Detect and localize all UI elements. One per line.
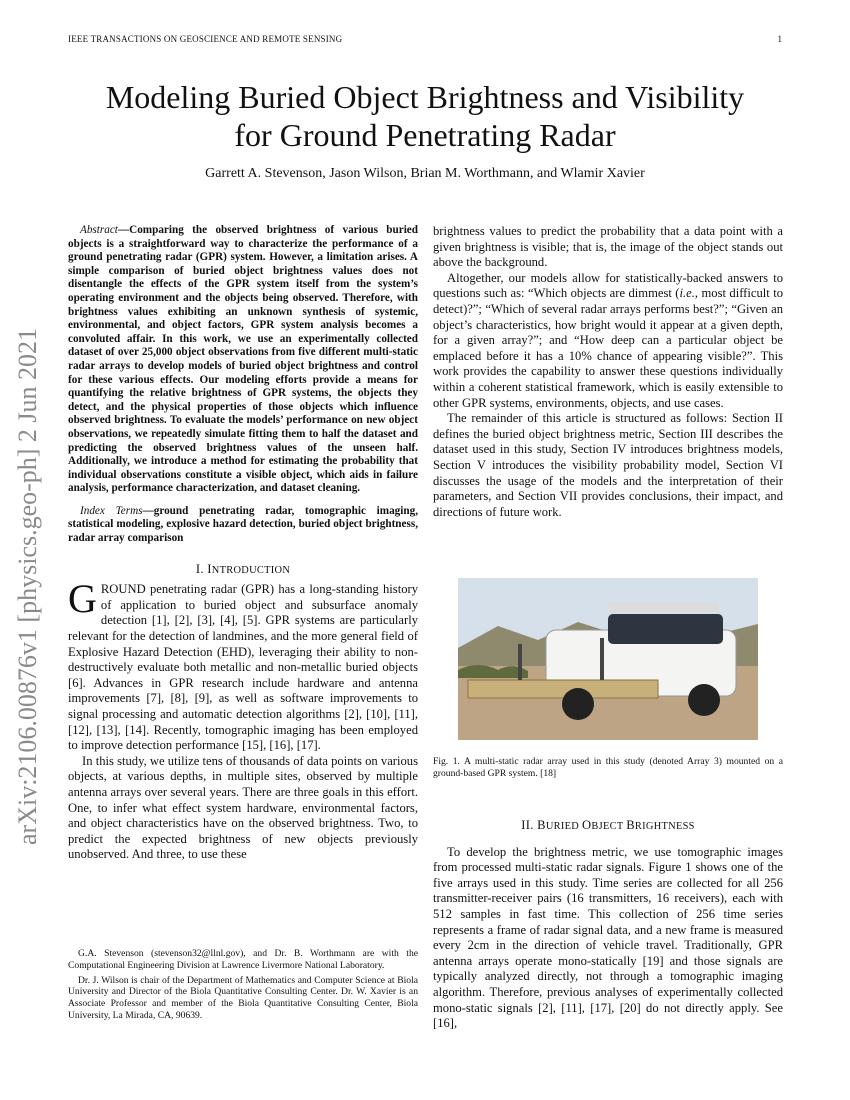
lead-word: ROUND (100, 582, 146, 597)
section-title-part: URIED (545, 821, 582, 832)
suv-window (608, 614, 723, 644)
roof-rack (608, 602, 718, 612)
intro-paragraph-1 (68, 576, 418, 754)
paragraph-text-before: Altogether, our models allow for statistically-backed answers to questions such as: “Which objects are dimmest ( (433, 270, 783, 301)
section-title-part: B (537, 818, 546, 832)
drop-cap: G (68, 576, 97, 622)
antenna-mast-1 (518, 644, 522, 680)
left-column (68, 224, 418, 863)
running-header: IEEE TRANSACTIONS ON GEOSCIENCE AND REMOTE SENSING (68, 34, 343, 44)
title-block (60, 78, 790, 182)
intro-paragraph-2: In this study, we utilize tens of thousands of data points on various objects, at various depths, in multiple sites, observed by multiple antenna arrays over several years. There are three goals in this effort. One, to infer what effect system hardware, environmental factors, and object characteristics have on the observed brightness. Two, to predict the expected brightness of new objects previously unobserved. And three, to use these (68, 753, 418, 862)
abstract-label: Abstract (80, 224, 118, 236)
section-title-part: BJECT (591, 821, 627, 832)
section-numeral: II. (521, 818, 538, 832)
abstract (68, 224, 418, 496)
radar-array-bar (468, 680, 658, 698)
section-2-paragraph-1: To develop the brightness metric, we use tomographic images from processed multi-static radar signals. Figure 1 shows one of the five arrays used in this study. Time series are collected for all 256 transmitter-receiver pairs (16 transmitters, 16 receivers), each with 512 samples in fast time. This collection of 256 time series represents a frame of radar signal data, and a new frame is measured every 2cm in the direction of vehicle travel. Traditionally, GPR antenna arrays operate mono-statically [19] and those signals are typically analyzed directly, not through a tomographic imaging algorithm. Therefore, previous analyses of experimentally collected mono-static signals [2], [11], [17], [20] do not directly apply. See [16], (433, 844, 783, 1031)
footnote-affiliation-1: G.A. Stevenson (stevenson32@llnl.gov), and Dr. B. Worthmann are with the Computational Engineering Division at Lawrence Livermore National Laboratory. (68, 948, 418, 971)
right-column (433, 224, 783, 520)
right-column-section-2 (433, 818, 783, 1032)
section-heading-introduction (68, 562, 418, 579)
paragraph-text: penetrating radar (GPR) has a long-standing history of application to buried object and subsurface anomaly detection [1], [2], [3], [4], [5]. GPR systems are particularly relevant for the detection of landmines, and the more general field of Explosive Hazard Detection (EHD), leveraging their ability to non-destructively evaluate both metallic and non-metallic buried objects [6]. Advances in GPR research include hardware and antenna improvements [7], [8], [9], as well as software improvements to signal processing and automatic detection algorithms [2], [10], [11], [12], [13], [14]. Recently, tomographic imaging has been employed to improve detection performance [15], [16], [17]. (68, 582, 418, 753)
right-paragraph-3: The remainder of this article is structured as follows: Section II defines the buried object brightness metric, Section III describes the dataset used in this study, Section IV introduces brightness models, Section V introduces the visibility probability model, Section VI discusses the usage of the models and the interpretation of their parameters, and Section VII provides conclusions, their impact, and directions of future work. (433, 411, 783, 519)
antenna-mast-2 (600, 638, 604, 680)
abstract-text: —Comparing the observed brightness of various buried objects is a straightforward way to characterize the performance of a ground penetrating radar (GPR) system. However, a limitation arises. A simple comparison of buried object brightness values does not disentangle the effects of the GPR system itself from the system’s operating environment and the objects being observed. Therefore, with brightness values exhibiting an unknown synthesis of systemic, environmental, and object factors, GPR system analysis becomes a convoluted affair. In this work, we use an experimentally collected dataset of over 25,000 object observations from five different multi-static radar arrays to develop models of buried object brightness and control for these various effects. Our modeling efforts provide a means for quantifying the relative brightness of GPR systems, the objects they detect, and the physical properties of those objects which influence observed brightness. To evaluate the models’ performance on new object observations, we repeatedly simulate fitting them to half the dataset and predicting the observed brightness values of the unseen half. Additionally, we introduce a method for estimating the probability that individual observations constitute a visible object, which aids in failure analysis, performance characterization, and dataset cleaning. (68, 224, 418, 495)
right-paragraph-1: brightness values to predict the probability that a data point with a given brightness is visible; that is, the image of the object stands out above the background. (433, 224, 783, 270)
section-title-initial: I (207, 561, 212, 576)
section-numeral: I. (195, 561, 208, 576)
section-title-part: O (581, 818, 592, 832)
footnotes (68, 948, 418, 1025)
paper-title (60, 78, 790, 154)
title-line-1: Modeling Buried Object Brightness and Visibility (105, 79, 745, 115)
section-heading-buried-object-brightness (433, 818, 783, 835)
front-wheel (562, 688, 594, 720)
figure-1-caption: Fig. 1. A multi-static radar array used in this study (denoted Array 3) mounted on a ground-based GPR system. [18] (433, 756, 783, 779)
paragraph-text-after: most difficult to detect)?”; “Which of several radar arrays performs best?”; “Given an object’s characteristics, how bright would it appear at a given depth, for a given array?”; and “How deep can a particular object be emplaced before it has a 10% chance of appearing visible?”. This work provides the capability to answer these questions individually within a coherent statistical framework, which is easily extensible to other GPR systems, environments, objects, and use cases. (433, 286, 783, 410)
author-list: Garrett A. Stevenson, Jason Wilson, Brian M. Worthmann, and Wlamir Xavier (205, 166, 645, 181)
rear-wheel (688, 684, 720, 716)
index-terms-text: —ground penetrating radar, tomographic imaging, statistical modeling, explosive hazard detection, buried object brightness, radar array comparison (68, 504, 418, 545)
index-terms (68, 505, 418, 546)
section-title-rest: NTRODUCTION (211, 564, 291, 576)
vehicle-gpr-illustration (458, 578, 758, 740)
figure-1-photo (458, 578, 758, 740)
footnote-affiliation-2: Dr. J. Wilson is chair of the Department of Mathematics and Computer Science at Biola University and Director of the Biola Quantitative Consulting Center. Dr. W. Xavier is an Associate Professor and member of the Biola Quantitative Consulting Center, Biola University, La Mirada, CA, 90639. (68, 974, 418, 1021)
index-terms-label: Index Terms (80, 504, 143, 517)
section-title-part: RIGHTNESS (634, 821, 695, 832)
italic-ie: i.e., (679, 286, 699, 301)
page-number: 1 (777, 34, 782, 44)
arxiv-identifier[interactable]: arXiv:2106.00876v1 [physics.geo-ph] 2 Jun 2021 (13, 327, 42, 845)
section-title-part: B (626, 818, 635, 832)
right-paragraph-2 (433, 271, 783, 411)
title-line-2: for Ground Penetrating Radar (234, 117, 616, 153)
